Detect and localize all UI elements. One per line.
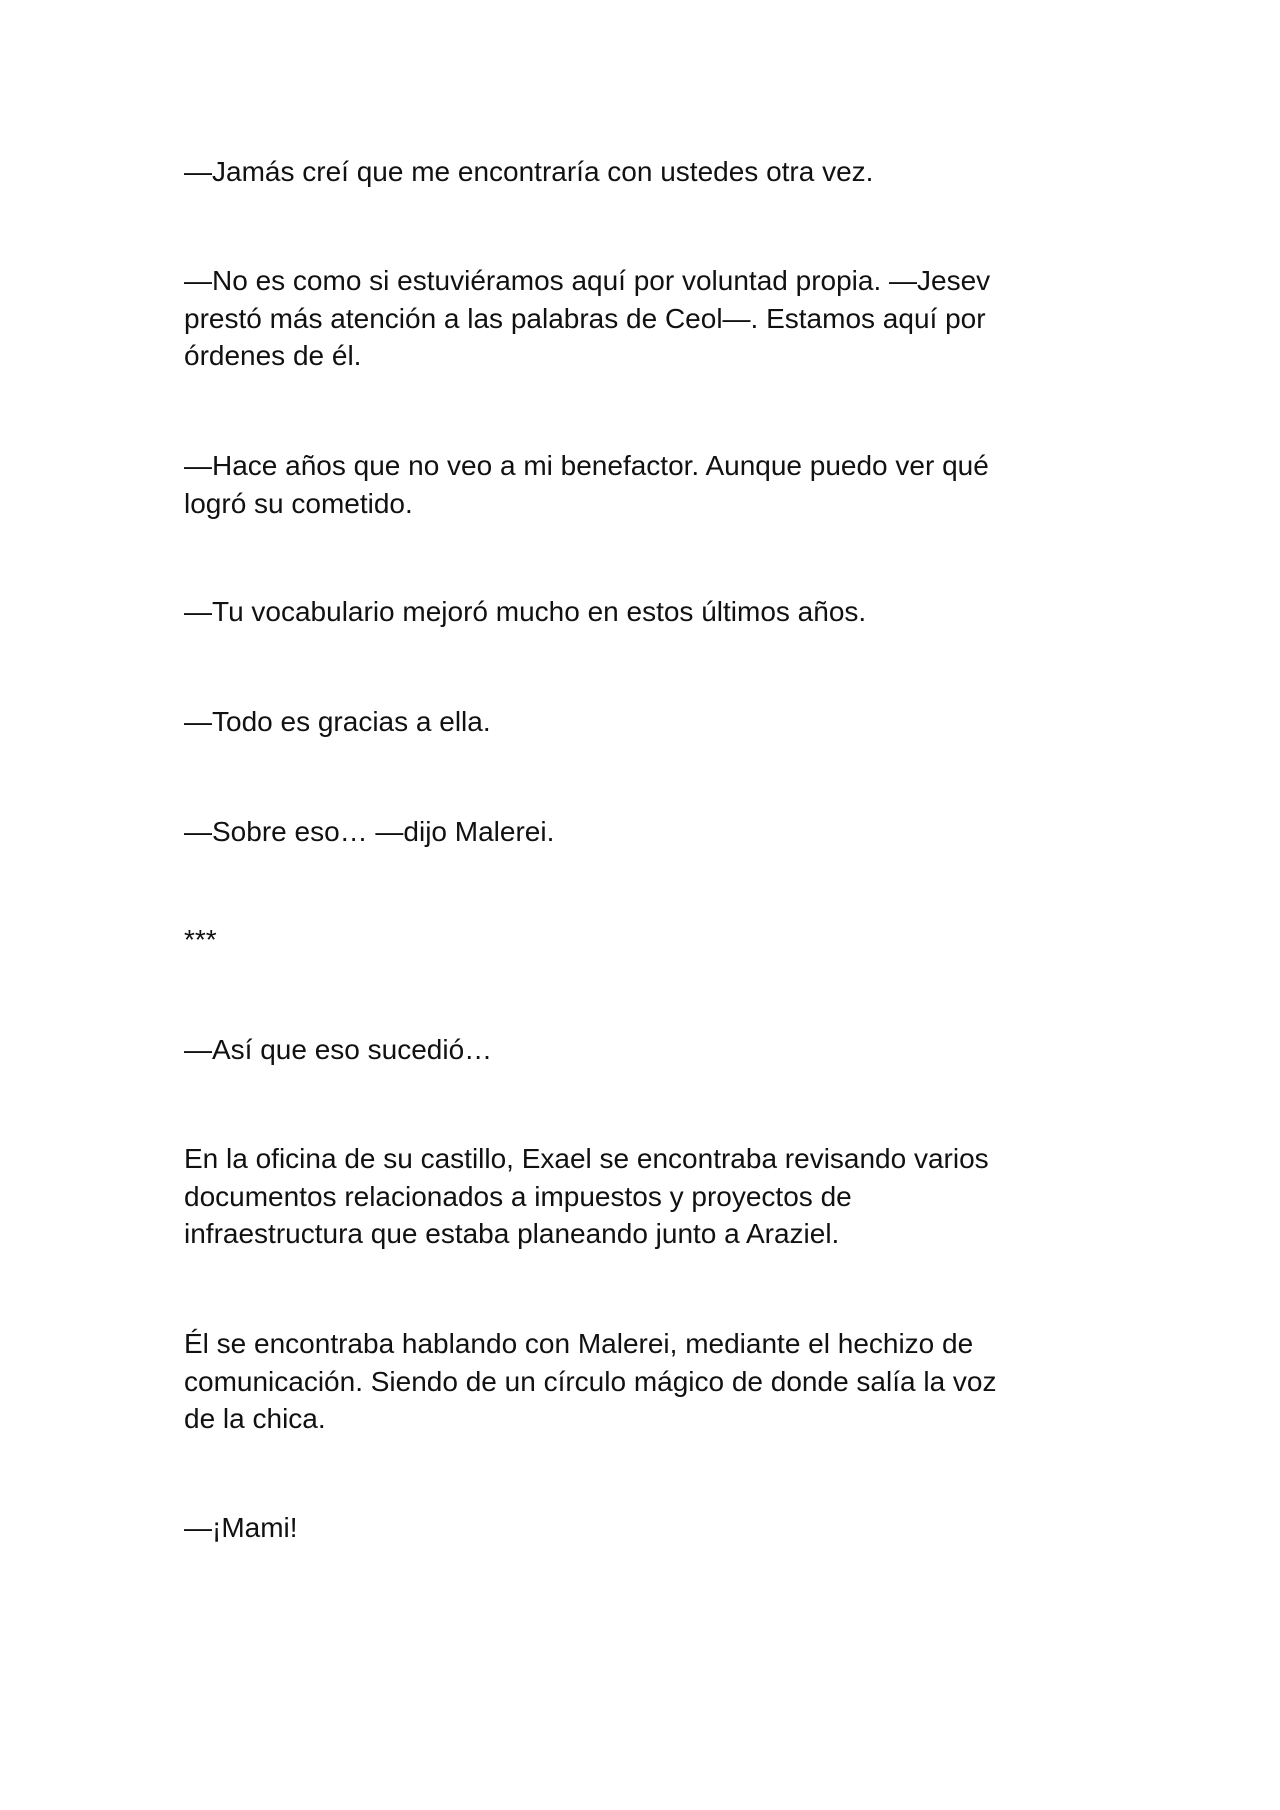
paragraph: —Hace años que no veo a mi benefactor. Aunque puedo ver qué logró su cometido. (184, 450, 989, 519)
paragraph: —Sobre eso… —dijo Malerei. (184, 816, 555, 847)
paragraph: —Jamás creí que me encontraría con ustedes otra vez. (184, 156, 874, 187)
paragraph: —Así que eso sucedió… (184, 1034, 493, 1065)
paragraph: —Tu vocabulario mejoró mucho en estos últimos años. (184, 596, 867, 627)
section-break: *** (184, 924, 217, 955)
paragraph: Él se encontraba hablando con Malerei, mediante el hechizo de comunicación. Siendo de un círculo mágico de donde salía la voz de la chica. (184, 1328, 997, 1434)
paragraph: En la oficina de su castillo, Exael se encontraba revisando varios documentos relacionados a impuestos y proyectos de infraestructura que estaba planeando junto a Araziel. (184, 1143, 989, 1249)
paragraph: —No es como si estuviéramos aquí por voluntad propia. —Jesev prestó más atención a las palabras de Ceol—. Estamos aquí por órdenes de él. (184, 265, 991, 371)
paragraph: —¡Mami! (184, 1512, 298, 1543)
paragraph: —Todo es gracias a ella. (184, 706, 491, 737)
